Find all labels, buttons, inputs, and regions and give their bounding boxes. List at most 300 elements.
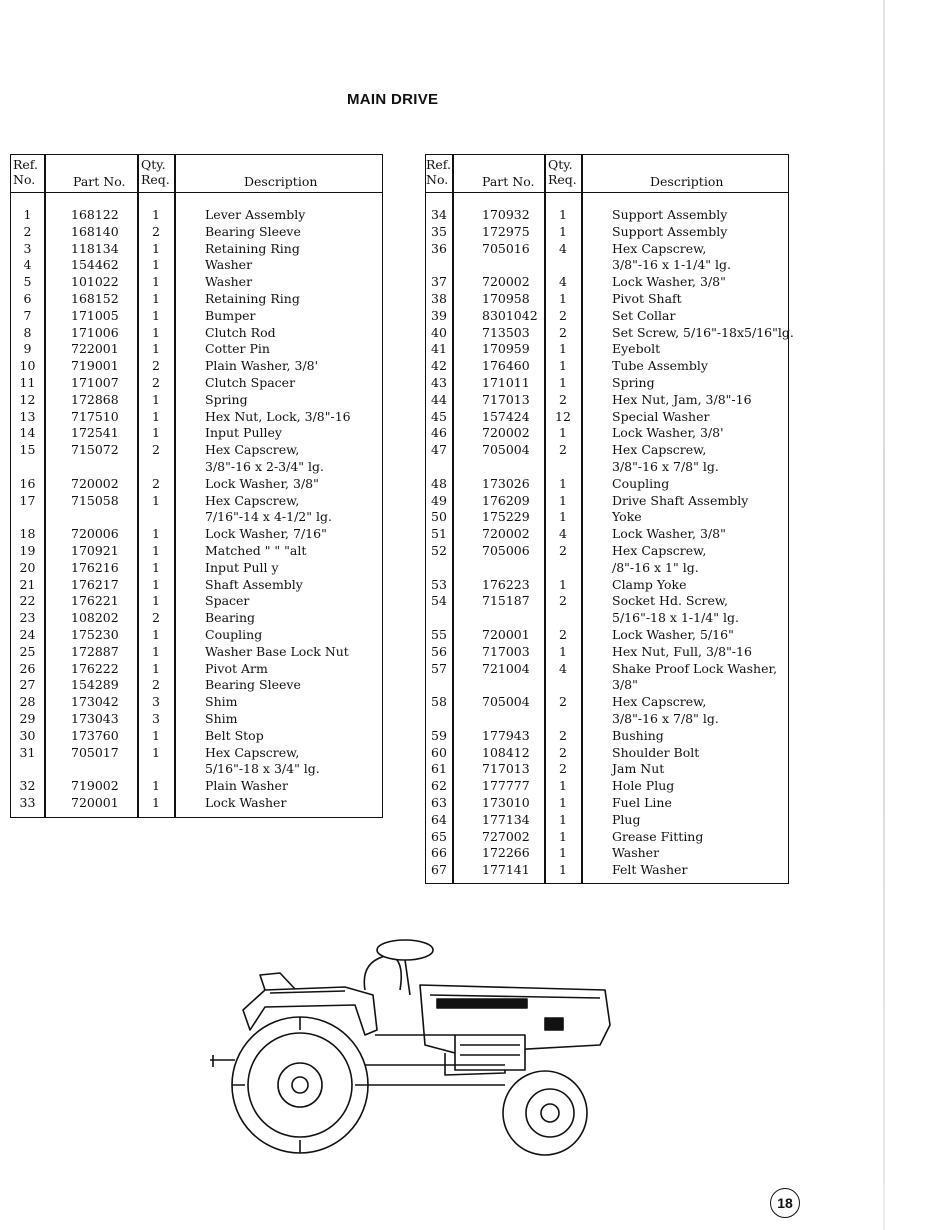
part-no-cell: 717003 [482,643,530,659]
table-row [426,509,788,526]
description-cell: Hex Nut, Full, 3/8"-16 [612,643,752,659]
qty-cell: 1 [559,811,567,827]
table-row [11,543,382,560]
ref-cell: 27 [19,677,36,693]
qty-cell: 1 [152,795,160,810]
qty-cell: 1 [152,341,160,357]
table-row [11,661,382,678]
part-no-cell: 721004 [482,660,530,676]
part-no-cell: 170959 [482,341,530,357]
ref-cell: 33 [19,795,36,810]
part-no-cell: 715058 [71,492,119,508]
table-header [11,155,382,193]
part-no-cell: 172541 [71,425,119,441]
qty-cell: 4 [559,660,567,676]
qty-cell: 1 [152,425,160,441]
description-cell: Clutch Rod [205,324,276,340]
qty-cell: 1 [559,845,567,861]
description-cell: Spring [205,391,248,407]
table-row [426,425,788,442]
table-row [426,577,788,594]
ref-cell: 61 [431,761,447,777]
table-row [426,224,788,241]
description-cell: 3/8"-16 x 7/8" lg. [612,459,719,474]
description-cell: /8"-16 x 1" lg. [612,559,699,575]
part-no-cell: 720001 [482,627,530,642]
part-no-cell: 177777 [482,778,530,794]
table-row [11,778,382,795]
qty-cell: 1 [152,744,160,760]
table-row [426,207,788,224]
description-cell: Bearing Sleeve [205,677,301,693]
table-row [426,476,788,493]
description-cell: Hole Plug [612,778,675,794]
table-row [426,661,788,678]
qty-cell: 1 [152,627,160,642]
part-no-cell: 172868 [71,391,119,407]
part-no-header: Part No. [482,174,535,189]
part-no-cell: 717510 [71,408,119,424]
qty-cell: 2 [152,475,160,491]
ref-cell: 38 [431,291,447,306]
ref-cell: 55 [431,627,447,642]
description-cell: Socket Hd. Screw, [612,593,729,609]
qty-cell: 1 [559,492,567,508]
table-row [426,593,788,610]
ref-cell: 20 [19,559,36,575]
description-cell: Tube Assembly [612,358,708,374]
ref-cell: 23 [19,610,36,626]
qty-cell: 1 [152,643,160,659]
table-row [426,274,788,291]
table-row [426,493,788,510]
part-no-cell: 705004 [482,694,530,710]
description-cell: Jam Nut [612,761,665,777]
part-no-cell: 715187 [482,593,530,609]
description-header: Description [650,174,724,189]
part-no-cell: 171005 [71,307,119,323]
description-cell: Lock Washer, 3/8' [612,425,724,441]
part-no-cell: 173010 [482,795,530,810]
description-cell: 3/8"-16 x 1-1/4" lg. [612,257,731,273]
table-row [11,308,382,325]
part-no-cell: 720002 [482,425,530,441]
table-row [426,761,788,778]
qty-header: Qty. Req. [141,157,170,187]
qty-cell: 1 [559,341,567,357]
part-no-cell: 720002 [482,526,530,542]
ref-cell: 21 [19,576,36,592]
part-no-cell: 172266 [482,845,530,861]
part-no-cell: 720006 [71,526,119,542]
description-cell: Support Assembly [612,223,728,239]
description-cell: Lock Washer, 3/8" [612,526,726,542]
qty-cell: 1 [559,291,567,306]
description-cell: Hex Capscrew, [205,442,300,458]
part-no-cell: 713503 [482,324,530,340]
table-row [11,358,382,375]
description-cell: Hex Capscrew, [205,492,300,508]
part-no-cell: 176217 [71,576,119,592]
ref-cell: 36 [431,240,447,256]
part-no-cell: 176222 [71,660,119,676]
parts-table-right [425,154,794,884]
description-cell: Hex Nut, Lock, 3/8"-16 [205,408,351,424]
qty-cell: 1 [559,223,567,239]
part-no-header: Part No. [73,174,126,189]
description-cell: 3/8"-16 x 7/8" lg. [612,711,719,726]
table-row [11,392,382,409]
qty-cell: 1 [152,207,160,222]
qty-cell: 1 [152,543,160,558]
description-cell: Lock Washer, 3/8" [612,274,726,290]
qty-cell: 1 [152,576,160,592]
ref-cell: 3 [23,240,32,256]
ref-cell: 4 [23,257,32,273]
qty-cell: 1 [152,408,160,424]
qty-cell: 2 [152,358,160,374]
part-no-cell: 154462 [71,257,119,273]
part-no-cell: 171006 [71,324,119,340]
description-cell: Bearing [205,610,256,626]
qty-cell: 2 [152,677,160,693]
description-cell: Matched " " "alt [205,543,307,558]
table-row [11,711,382,728]
part-no-cell: 727002 [482,828,530,844]
description-cell: Shim [205,711,238,726]
description-cell: Coupling [612,475,670,491]
table-row [426,291,788,308]
part-no-cell: 168140 [71,223,119,239]
ref-cell: 31 [19,744,36,760]
description-cell: Lever Assembly [205,207,306,222]
ref-cell: 52 [431,543,447,558]
table-row [426,358,788,375]
ref-cell: 29 [19,711,36,726]
description-cell: Shake Proof Lock Washer, [612,660,778,676]
part-no-cell: 176221 [71,593,119,609]
qty-header: Qty. Req. [548,157,577,187]
part-no-cell: 170921 [71,543,119,558]
qty-cell: 2 [152,223,160,239]
qty-cell: 2 [559,744,567,760]
table-row [11,627,382,644]
table-row [426,241,788,258]
description-cell: Shoulder Bolt [612,744,700,760]
part-no-cell: 172975 [482,223,530,239]
qty-cell: 2 [559,391,567,407]
table-row [11,728,382,745]
description-cell: Spring [612,375,655,390]
part-no-cell: 101022 [71,274,119,290]
table-row [11,274,382,291]
part-no-cell: 722001 [71,341,119,357]
part-no-cell: 154289 [71,677,119,693]
part-no-cell: 108412 [482,744,530,760]
table-row [11,560,382,577]
table-row [426,677,788,694]
qty-cell: 1 [152,307,160,323]
description-cell: Hex Capscrew, [612,543,707,558]
description-cell: Spacer [205,593,250,609]
part-no-cell: 719002 [71,778,119,794]
qty-cell: 2 [152,610,160,626]
qty-cell: 1 [559,425,567,441]
table-row [426,392,788,409]
qty-cell: 2 [559,442,567,458]
parts-table-left [10,154,383,818]
part-no-cell: 719001 [71,358,119,374]
part-no-cell: 173760 [71,727,119,743]
tractor-illustration [205,935,625,1160]
table-row [11,341,382,358]
description-cell: Input Pull y [205,559,279,575]
ref-cell: 17 [19,492,36,508]
description-cell: Set Screw, 5/16"-18x5/16"lg. [612,324,794,340]
table-row [426,375,788,392]
description-cell: Retaining Ring [205,291,300,306]
qty-cell: 2 [152,375,160,390]
ref-cell: 37 [431,274,447,290]
ref-cell: 10 [19,358,36,374]
ref-cell: 25 [19,643,36,659]
ref-cell: 51 [431,526,447,542]
part-no-cell: 176216 [71,559,119,575]
part-no-cell: 175230 [71,627,119,642]
description-cell: Plain Washer [205,778,288,794]
qty-cell: 1 [152,660,160,676]
table-row [11,593,382,610]
ref-cell: 64 [431,811,447,827]
table-row [11,442,382,459]
table-row [11,795,382,812]
qty-cell: 1 [152,274,160,290]
table-row [11,375,382,392]
description-cell: Cotter Pin [205,341,270,357]
table-row [11,577,382,594]
ref-cell: 28 [19,694,36,710]
qty-cell: 3 [152,711,160,726]
ref-cell: 30 [19,727,36,743]
ref-cell: 63 [431,795,447,810]
qty-cell: 1 [559,207,567,222]
description-cell: Washer Base Lock Nut [205,643,349,659]
ref-cell: 26 [19,660,36,676]
table-row [426,543,788,560]
table-row [426,829,788,846]
table-row [426,644,788,661]
qty-cell: 1 [152,778,160,794]
qty-cell: 3 [152,694,160,710]
ref-cell: 65 [431,828,447,844]
qty-cell: 1 [152,240,160,256]
ref-cell: 34 [431,207,447,222]
table-row [11,207,382,224]
description-cell: Lock Washer, 5/16" [612,627,734,642]
ref-cell: 56 [431,643,447,659]
page-number: 18 [770,1188,800,1218]
page-edge-shadow [883,0,885,1230]
description-cell: Fuel Line [612,795,672,810]
qty-cell: 1 [559,576,567,592]
part-no-cell: 176460 [482,358,530,374]
description-cell: Special Washer [612,408,710,424]
description-cell: Clamp Yoke [612,576,687,592]
qty-cell: 1 [152,257,160,273]
table-row [426,711,788,728]
ref-cell: 53 [431,576,447,592]
part-no-cell: 175229 [482,509,530,525]
qty-cell: 1 [152,391,160,407]
ref-cell: 59 [431,727,447,743]
ref-cell: 19 [19,543,36,558]
ref-cell: 43 [431,375,447,390]
table-row [11,677,382,694]
part-no-cell: 715072 [71,442,119,458]
ref-header: Ref. No. [13,157,38,187]
description-cell: Pivot Arm [205,660,268,676]
part-no-cell: 173042 [71,694,119,710]
description-cell: Hex Capscrew, [612,694,707,710]
ref-cell: 11 [19,375,36,390]
qty-cell: 4 [559,274,567,290]
description-cell: Shaft Assembly [205,576,303,592]
description-cell: 5/16"-18 x 3/4" lg. [205,761,320,777]
description-cell: Shim [205,694,238,710]
ref-cell: 60 [431,744,447,760]
qty-cell: 1 [559,643,567,659]
ref-cell: 13 [19,408,36,424]
description-cell: Plug [612,811,641,827]
table-row [11,610,382,627]
ref-cell: 45 [431,408,447,424]
ref-cell: 22 [19,593,36,609]
description-cell: 3/8"-16 x 2-3/4" lg. [205,459,324,474]
table-row [426,745,788,762]
qty-cell: 2 [559,694,567,710]
table-row [426,459,788,476]
ref-cell: 2 [23,223,32,239]
table-row [426,610,788,627]
description-cell: Support Assembly [612,207,728,222]
ref-cell: 7 [23,307,32,323]
qty-cell: 1 [152,492,160,508]
qty-cell: 1 [152,526,160,542]
table-row [426,409,788,426]
qty-cell: 2 [559,761,567,777]
description-cell: 7/16"-14 x 4-1/2" lg. [205,509,332,525]
qty-cell: 2 [559,727,567,743]
description-cell: Bushing [612,727,664,743]
ref-cell: 62 [431,778,447,794]
description-cell: Eyebolt [612,341,661,357]
qty-cell: 1 [559,778,567,794]
part-no-cell: 176209 [482,492,530,508]
qty-cell: 1 [152,291,160,306]
qty-cell: 4 [559,526,567,542]
description-cell: Hex Nut, Jam, 3/8"-16 [612,391,752,407]
table-row [11,224,382,241]
qty-cell: 1 [152,324,160,340]
description-cell: Belt Stop [205,727,264,743]
part-no-cell: 717013 [482,391,530,407]
table-row [11,476,382,493]
table-row [426,560,788,577]
table-row [11,644,382,661]
table-row [426,728,788,745]
description-cell: Pivot Shaft [612,291,682,306]
page-title: MAIN DRIVE [347,91,439,108]
ref-cell: 49 [431,492,447,508]
description-cell: Retaining Ring [205,240,300,256]
ref-cell: 42 [431,358,447,374]
description-cell: 3/8" [612,677,638,693]
description-cell: Input Pulley [205,425,282,441]
table-row [11,509,382,526]
description-cell: Washer [205,257,253,273]
table-row [11,761,382,778]
ref-cell: 5 [23,274,32,290]
ref-cell: 18 [19,526,36,542]
qty-cell: 2 [559,307,567,323]
table-row [426,694,788,711]
table-row [426,257,788,274]
ref-cell: 67 [431,862,447,878]
description-cell: Washer [612,845,660,861]
ref-cell: 57 [431,660,447,676]
qty-cell: 1 [152,593,160,609]
table-row [426,845,788,862]
qty-cell: 2 [559,627,567,642]
table-row [426,862,788,879]
qty-cell: 1 [559,795,567,810]
part-no-cell: 171011 [482,375,530,390]
qty-cell: 12 [555,408,571,424]
table-row [11,325,382,342]
table-row [426,812,788,829]
ref-cell: 12 [19,391,36,407]
qty-cell: 1 [559,475,567,491]
table-row [11,291,382,308]
ref-cell: 24 [19,627,36,642]
part-no-cell: 177943 [482,727,530,743]
description-cell: Felt Washer [612,862,688,878]
table-row [426,526,788,543]
part-no-cell: 170932 [482,207,530,222]
table-row [426,795,788,812]
ref-cell: 1 [23,207,32,222]
description-cell: Bumper [205,307,256,323]
part-no-cell: 720002 [71,475,119,491]
qty-cell: 1 [559,862,567,878]
qty-cell: 4 [559,240,567,256]
table-row [11,694,382,711]
table-row [426,778,788,795]
table-row [426,627,788,644]
table-row [11,241,382,258]
ref-cell: 15 [19,442,36,458]
table-row [11,425,382,442]
table-row [11,526,382,543]
description-cell: Hex Capscrew, [612,442,707,458]
description-cell: Hex Capscrew, [205,744,300,760]
table-row [11,409,382,426]
part-no-cell: 8301042 [482,307,538,323]
qty-cell: 1 [152,559,160,575]
ref-cell: 35 [431,223,447,239]
qty-cell: 1 [152,727,160,743]
description-cell: Drive Shaft Assembly [612,492,749,508]
